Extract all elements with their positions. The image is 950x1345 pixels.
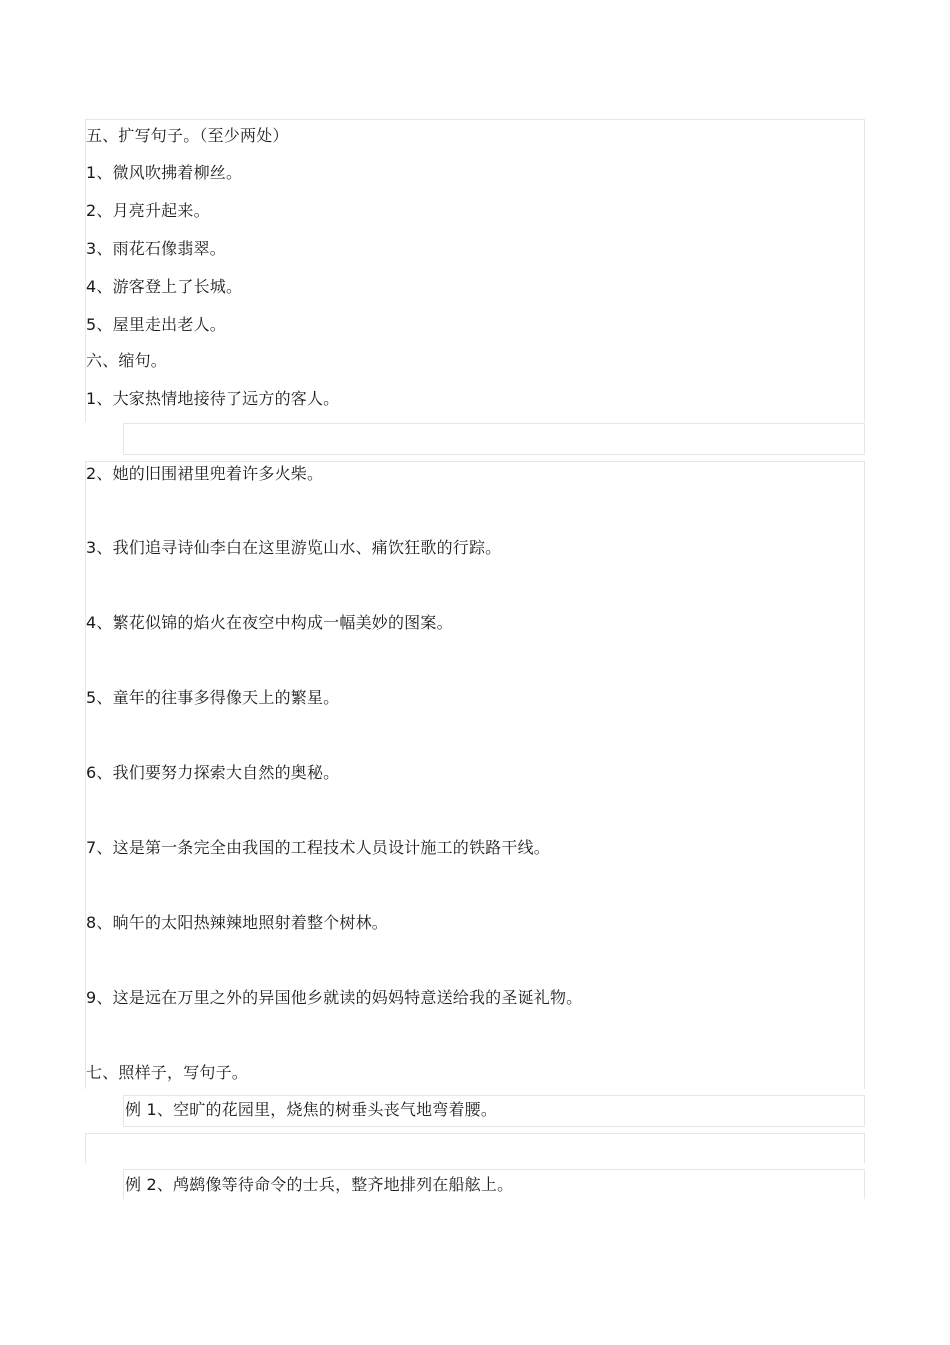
section-6-item-3: 3、我们追寻诗仙李白在这里游览山水、痛饮狂歌的行踪。	[86, 538, 502, 557]
section-6-item-7: 7、这是第一条完全由我国的工程技术人员设计施工的铁路干线。	[86, 838, 550, 857]
section-6-item-6: 6、我们要努力探索大自然的奥秘。	[86, 763, 340, 782]
section-6-item-4: 4、繁花似锦的焰火在夜空中构成一幅美妙的图案。	[86, 613, 453, 632]
section-5-item-4: 4、游客登上了长城。	[86, 277, 243, 296]
section-7-example-2: 例 2、鸬鹚像等待命令的士兵，整齐地排列在船舷上。	[125, 1175, 514, 1194]
section-5-item-2: 2、月亮升起来。	[86, 201, 210, 220]
section-5-item-3: 3、雨花石像翡翠。	[86, 239, 226, 258]
section-5-item-1: 1、微风吹拂着柳丝。	[86, 163, 243, 182]
section-7-heading: 七、照样子，写句子。	[86, 1063, 249, 1082]
section-6-item-9: 9、这是远在万里之外的异国他乡就读的妈妈特意送给我的圣诞礼物。	[86, 988, 583, 1007]
section-6-item-8: 8、晌午的太阳热辣辣地照射着整个树林。	[86, 913, 388, 932]
section-5-item-5: 5、屋里走出老人。	[86, 315, 226, 334]
section-7-example-1: 例 1、空旷的花园里，烧焦的树垂头丧气地弯着腰。	[125, 1100, 498, 1119]
section-6-item-1: 1、大家热情地接待了远方的客人。	[86, 389, 340, 408]
section-6-item-5: 5、童年的往事多得像天上的繁星。	[86, 688, 340, 707]
section-6-heading: 六、缩句。	[86, 351, 168, 370]
frame-gap	[123, 423, 865, 455]
section-6-item-2: 2、她的旧围裙里兜着许多火柴。	[86, 464, 324, 483]
section-5-heading: 五、扩写句子。（至少两处）	[86, 126, 289, 145]
frame-answer-1	[85, 1133, 865, 1163]
